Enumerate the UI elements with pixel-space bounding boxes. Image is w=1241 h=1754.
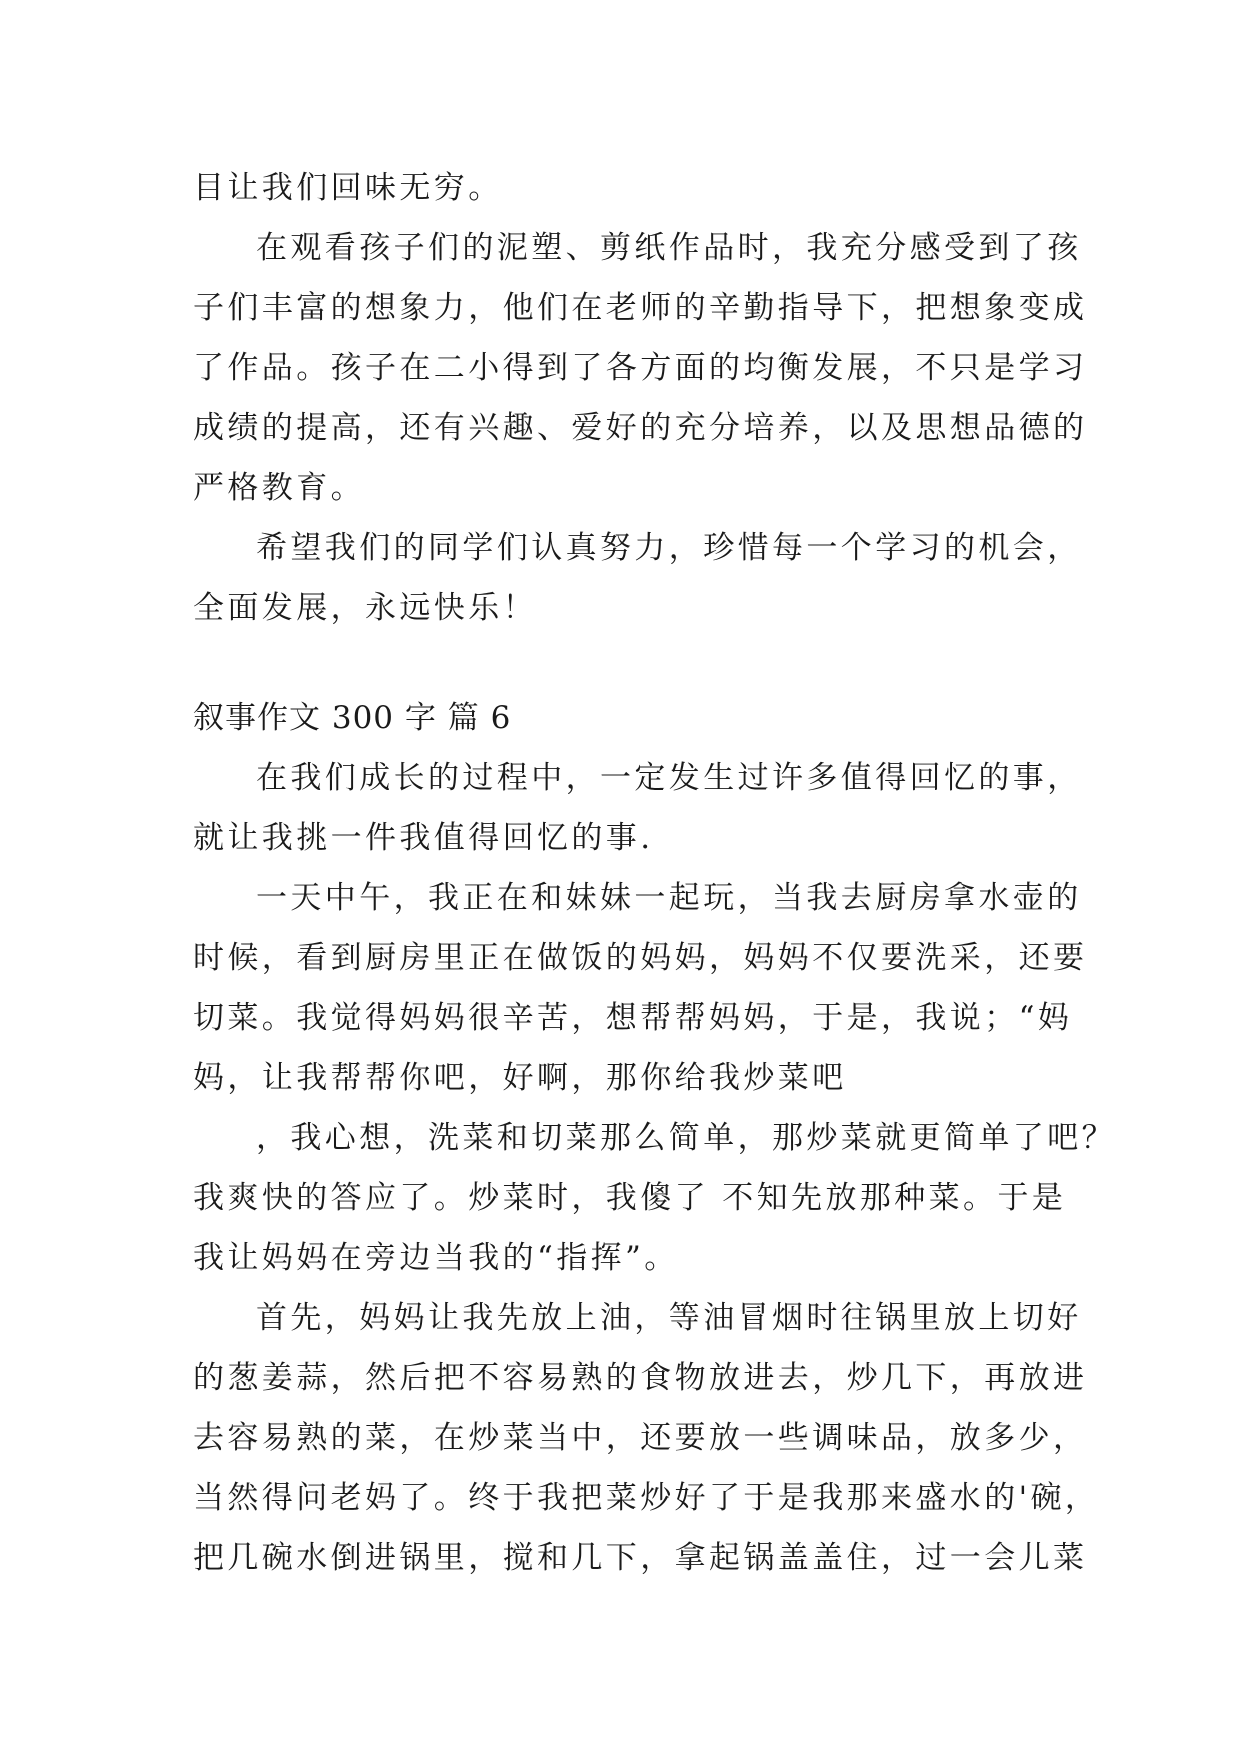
section-heading: 叙事作文 300 字 篇 6 xyxy=(193,700,512,736)
text-line: 切菜。我觉得妈妈很辛苦，想帮帮妈妈，于是，我说；“妈 xyxy=(193,1000,1073,1036)
text-line: 时候，看到厨房里正在做饭的妈妈，妈妈不仅要洗采，还要 xyxy=(193,940,1088,976)
paragraph-first-line: 首先，妈妈让我先放上油，等油冒烟时往锅里放上切好 xyxy=(256,1300,1082,1336)
text-line: 我爽快的答应了。炒菜时，我傻了 不知先放那种菜。于是 xyxy=(193,1180,1067,1216)
text-line: 把几碗水倒进锅里，搅和几下，拿起锅盖盖住，过一会儿菜 xyxy=(193,1540,1088,1576)
text-line: 就让我挑一件我值得回忆的事. xyxy=(193,820,654,856)
text-line: 目让我们回味无穷。 xyxy=(193,170,503,206)
text-line: 我让妈妈在旁边当我的“指挥”。 xyxy=(193,1240,679,1276)
paragraph-first-line: ，我心想，洗菜和切菜那么简单，那炒菜就更简单了吧？ xyxy=(256,1120,1116,1156)
paragraph-first-line: 一天中午，我正在和妹妹一起玩，当我去厨房拿水壶的 xyxy=(256,880,1082,916)
text-line: 了作品。孩子在二小得到了各方面的均衡发展，不只是学习 xyxy=(193,350,1088,386)
text-line: 去容易熟的菜，在炒菜当中，还要放一些调味品，放多少， xyxy=(193,1420,1088,1456)
paragraph-first-line: 在我们成长的过程中，一定发生过许多值得回忆的事， xyxy=(256,760,1082,796)
text-line: 子们丰富的想象力，他们在老师的辛勤指导下，把想象变成 xyxy=(193,290,1088,326)
paragraph-first-line: 希望我们的同学们认真努力，珍惜每一个学习的机会， xyxy=(256,530,1082,566)
text-line: 当然得问老妈了。终于我把菜炒好了于是我那来盛水的'碗， xyxy=(193,1480,1100,1516)
text-line: 严格教育。 xyxy=(193,470,365,506)
text-line: 全面发展，永远快乐！ xyxy=(193,590,537,626)
text-line: 的葱姜蒜，然后把不容易熟的食物放进去，炒几下，再放进 xyxy=(193,1360,1088,1396)
text-line: 成绩的提高，还有兴趣、爱好的充分培养，以及思想品德的 xyxy=(193,410,1088,446)
paragraph-first-line: 在观看孩子们的泥塑、剪纸作品时，我充分感受到了孩 xyxy=(256,230,1082,266)
text-line: 妈，让我帮帮你吧，好啊，那你给我炒菜吧 xyxy=(193,1060,847,1096)
